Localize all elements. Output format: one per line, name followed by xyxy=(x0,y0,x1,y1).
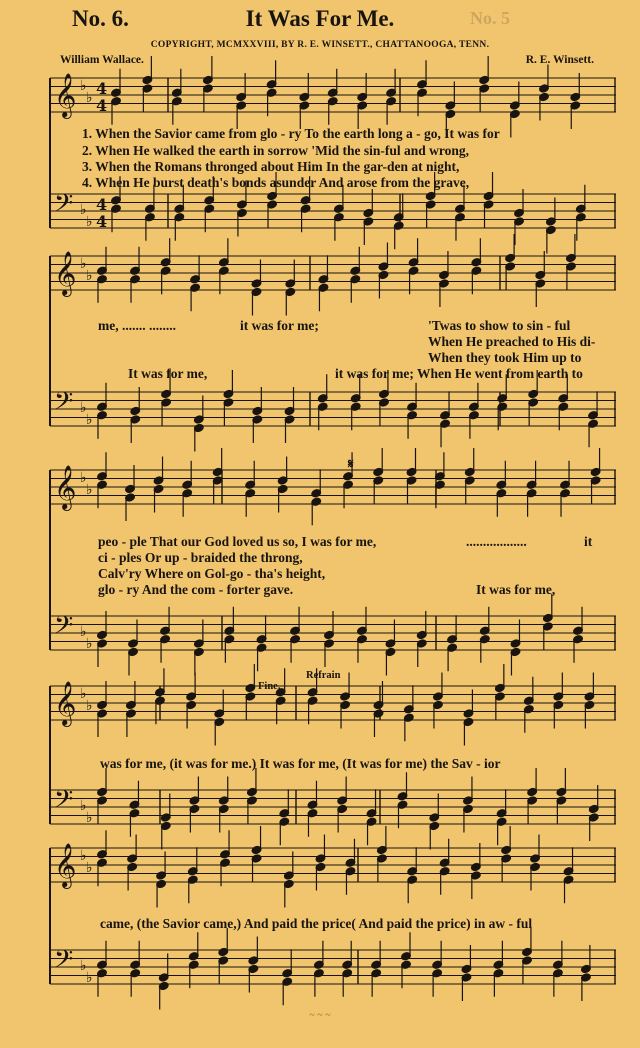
bass-clef-icon: 𝄢 xyxy=(54,945,74,980)
treble-clef-icon: 𝄞 xyxy=(54,681,77,725)
flat-sign-icon: ♭ xyxy=(80,624,87,640)
flat-sign-icon: ♭ xyxy=(86,268,93,284)
composer: R. E. Winsett. xyxy=(525,54,594,66)
flat-sign-icon: ♭ xyxy=(86,90,93,106)
flat-sign-icon: ♭ xyxy=(86,412,93,428)
flat-sign-icon: ♭ xyxy=(80,848,87,864)
hymn-title: It Was For Me. xyxy=(245,6,395,31)
time-signature-bottom: 4 xyxy=(96,212,108,231)
time-signature-bottom: 4 xyxy=(96,96,108,115)
flat-sign-icon: ♭ xyxy=(80,400,87,416)
segno-sign: 𝄋 xyxy=(348,456,354,471)
bleed-through-text: No. 5 xyxy=(470,8,510,28)
time-signature-top: 4 xyxy=(96,79,108,98)
lyricist: William Wallace. xyxy=(60,54,144,66)
bass-clef-icon: 𝄢 xyxy=(54,387,74,422)
verse-3-ending: Calv'ry Where on Gol-go - tha's height, xyxy=(98,566,326,581)
flat-sign-icon: ♭ xyxy=(86,810,93,826)
verse-3-continuation: When they took Him up to xyxy=(428,350,582,365)
flat-sign-icon: ♭ xyxy=(80,202,87,218)
bass-echo-left: It was for me, xyxy=(128,366,208,381)
treble-clef-icon: 𝄞 xyxy=(54,843,77,887)
hymn-number: No. 6. xyxy=(72,6,129,31)
copyright-notice: COPYRIGHT, MCMXXVIII, BY R. E. WINSETT., CHATTANOOGA, TENN. xyxy=(150,40,490,50)
treble-clef-icon: 𝄞 xyxy=(54,251,77,295)
note-heads xyxy=(97,56,602,1010)
clefs-and-keys xyxy=(54,73,107,986)
refrain-words-2: came, (the Savior came,) And paid the price( And paid the price) in aw - ful xyxy=(100,916,533,931)
refrain-words-1: was for me, (it was for me.) It was for me, (It was for me) the Sav - ior xyxy=(100,756,501,771)
verse-3-line: 3. When the Romans thronged about Him In the gar-den at night, xyxy=(82,159,460,174)
flat-sign-icon: ♭ xyxy=(80,686,87,702)
verse-2-line: 2. When He walked the earth in sorrow 'Mid the sin-ful and wrong, xyxy=(82,143,470,158)
flat-sign-icon: ♭ xyxy=(86,970,93,986)
flat-sign-icon: ♭ xyxy=(80,798,87,814)
verse-4-line: 4. When He burst death's bonds asunder And arose from the grave, xyxy=(82,175,470,190)
fine-marking: Fine. xyxy=(258,681,281,692)
verse-1-ending: peo - ple That our God loved us so, I was for me, xyxy=(98,534,377,549)
refrain-marking: Refrain xyxy=(306,670,341,681)
staff-lines xyxy=(50,78,616,984)
chorus-words-mid: it was for me; xyxy=(240,318,319,333)
bass-clef-icon: 𝄢 xyxy=(54,785,74,820)
echo-word: it xyxy=(584,534,593,549)
page-footer-mark: ~ ~ ~ xyxy=(309,1010,331,1021)
flat-sign-icon: ♭ xyxy=(86,636,93,652)
bass-echo: It was for me, xyxy=(476,582,556,597)
bass-clef-icon: 𝄢 xyxy=(54,189,74,224)
verse-1-continuation: 'Twas to show to sin - ful xyxy=(428,318,571,333)
bass-clef-icon: 𝄢 xyxy=(54,611,74,646)
flat-sign-icon: ♭ xyxy=(80,256,87,272)
flat-sign-icon: ♭ xyxy=(80,958,87,974)
flat-sign-icon: ♭ xyxy=(86,482,93,498)
bass-echo-right: it was for me; When He went from earth to xyxy=(335,366,583,381)
chorus-words-left: me, ....... ........ xyxy=(98,318,176,333)
flat-sign-icon: ♭ xyxy=(80,78,87,94)
dotted-hold: .................. xyxy=(466,534,527,549)
treble-clef-icon: 𝄞 xyxy=(54,465,77,509)
flat-sign-icon: ♭ xyxy=(86,698,93,714)
flat-sign-icon: ♭ xyxy=(86,214,93,230)
time-signature-top: 4 xyxy=(96,195,108,214)
verse-2-continuation: When He preached to His di- xyxy=(428,334,596,349)
verse-4-ending: glo - ry And the com - forter gave. xyxy=(98,582,294,597)
verse-1-line: 1. When the Savior came from glo - ry To the earth long a - go, It was for xyxy=(82,126,500,141)
verse-2-ending: ci - ples Or up - braided the throng, xyxy=(98,550,303,565)
flat-sign-icon: ♭ xyxy=(80,470,87,486)
flat-sign-icon: ♭ xyxy=(86,860,93,876)
treble-clef-icon: 𝄞 xyxy=(54,73,77,117)
